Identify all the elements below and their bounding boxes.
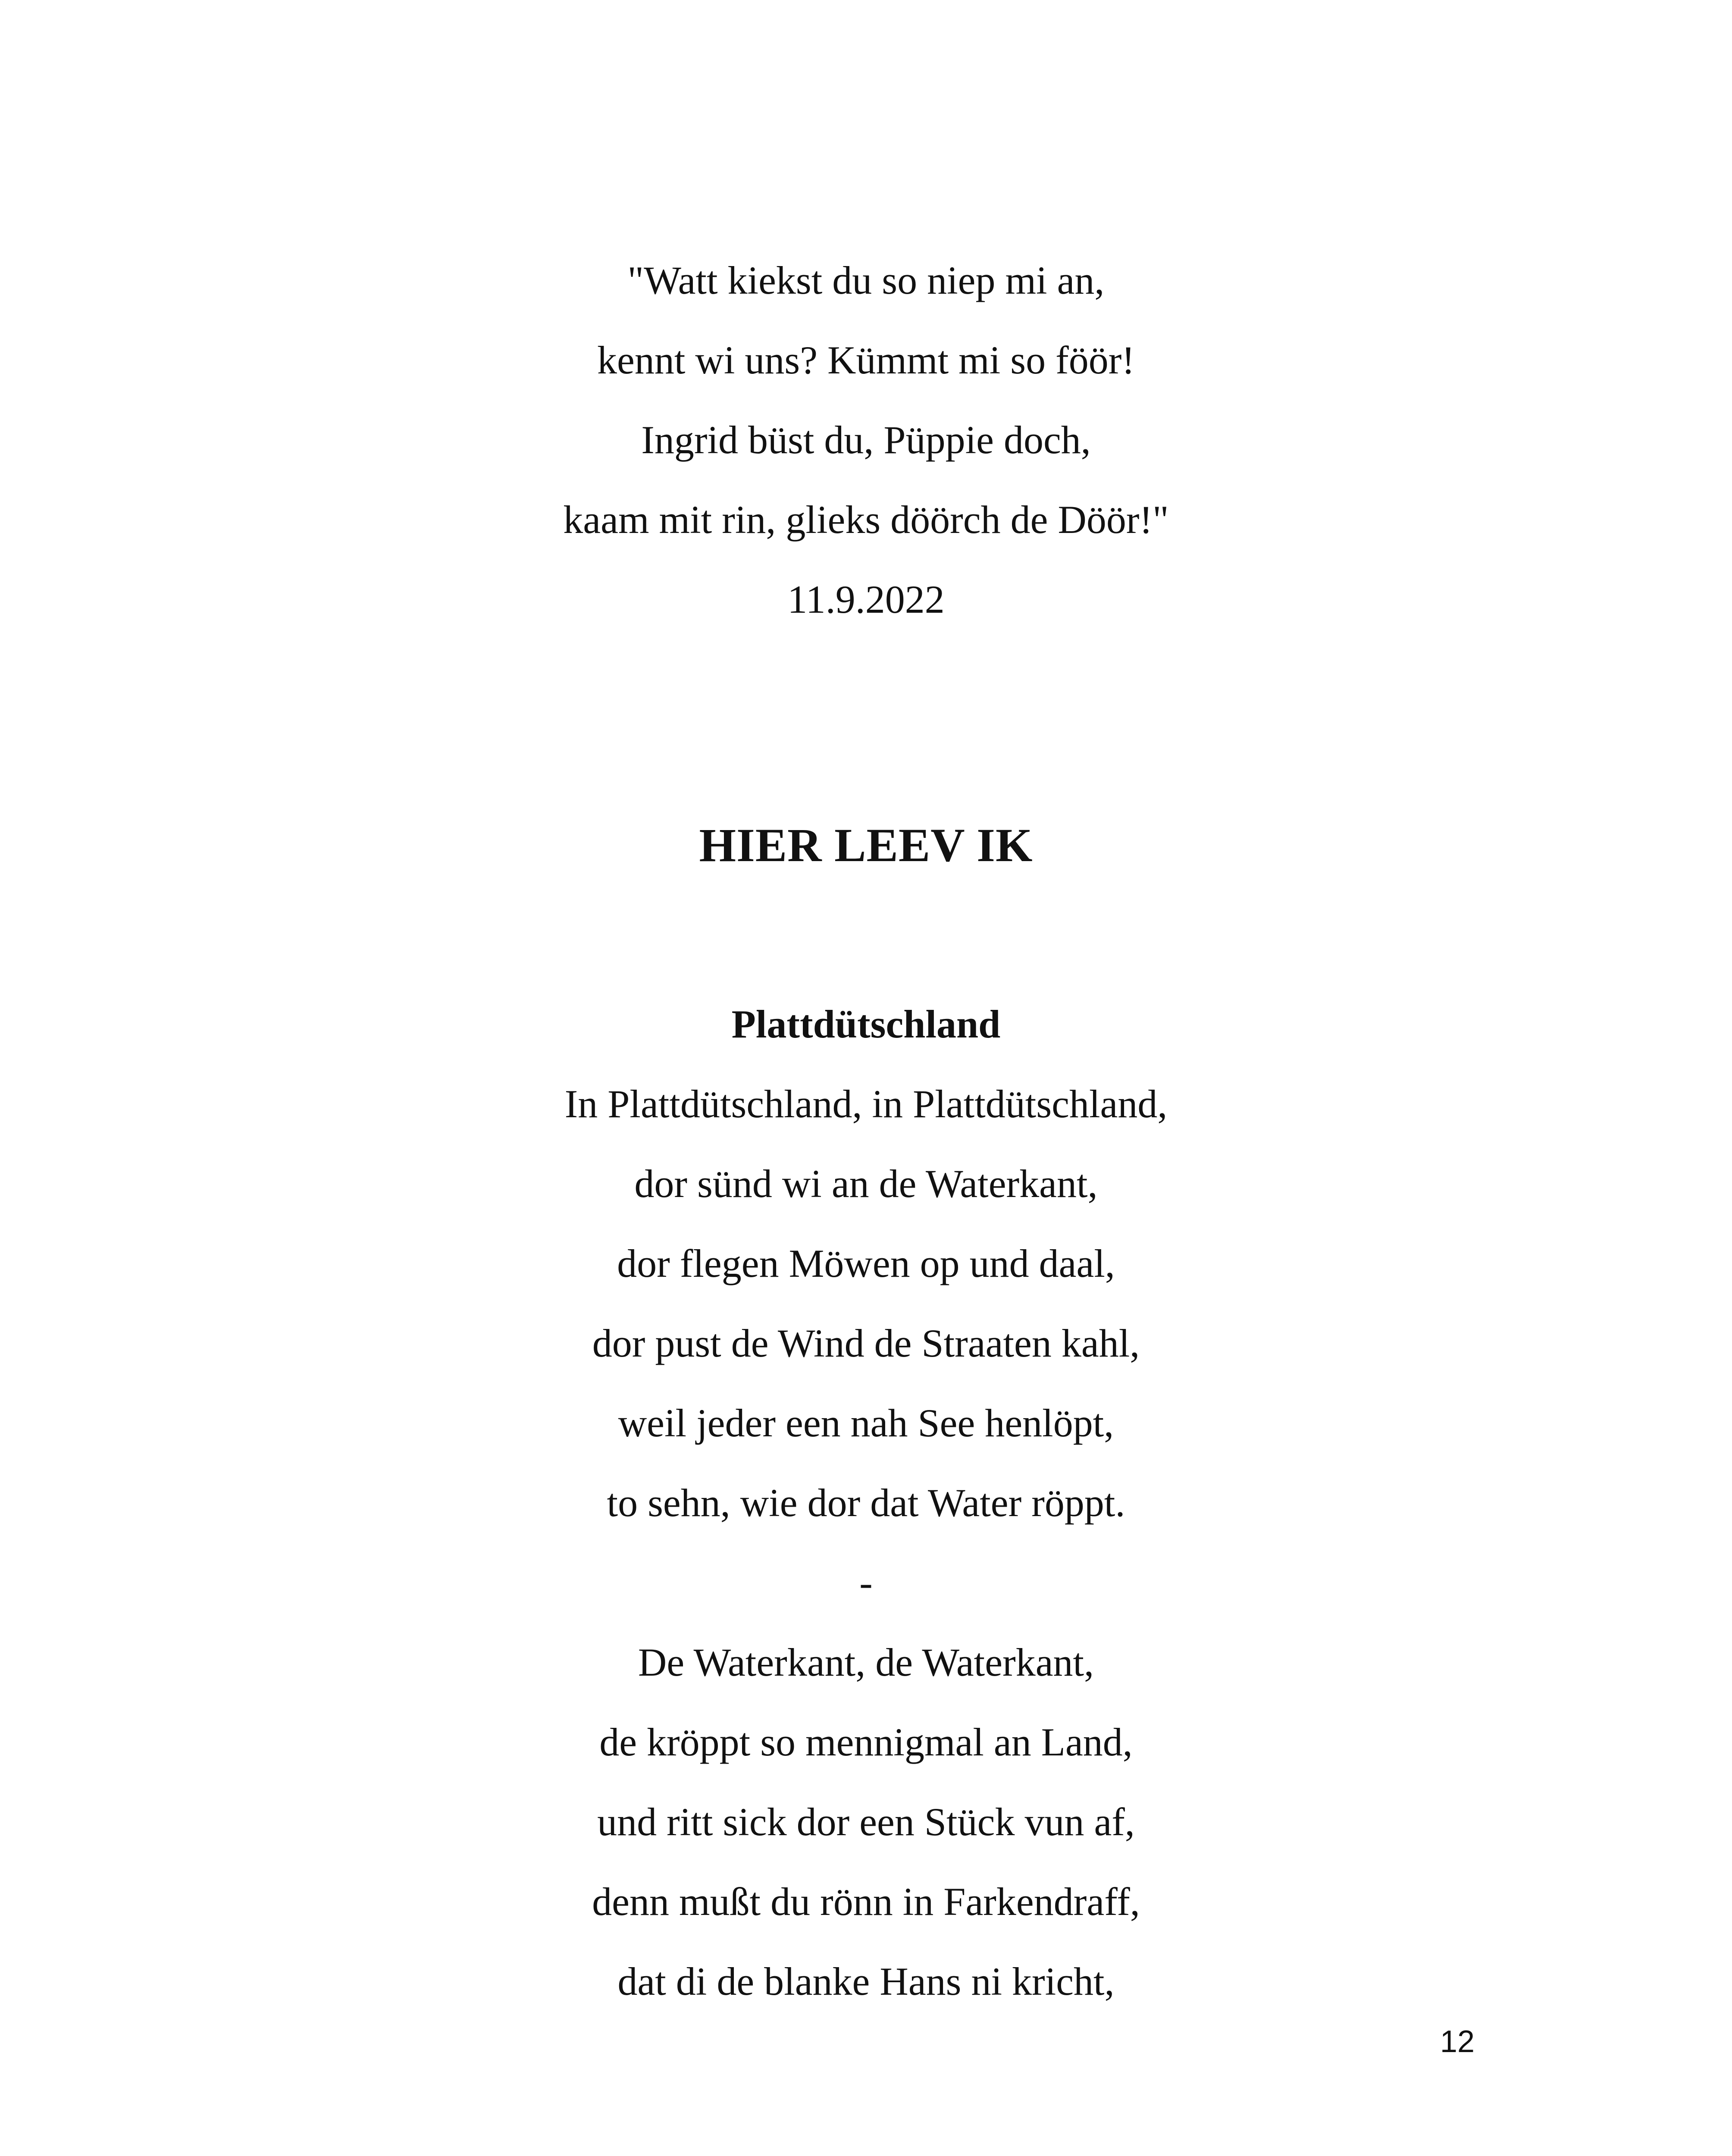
verse-line: In Plattdütschland, in Plattdütschland, bbox=[564, 1082, 1168, 1126]
verse-line: dor pust de Wind de Straaten kahl, bbox=[592, 1321, 1140, 1365]
poem-title: Plattdütschland bbox=[731, 1002, 1001, 1046]
verse-line: denn mußt du rönn in Farkendraff, bbox=[592, 1880, 1140, 1924]
verse-line: Ingrid büst du, Püppie doch, bbox=[641, 418, 1091, 462]
verse-line: De Waterkant, de Waterkant, bbox=[638, 1640, 1094, 1684]
verse-line: kaam mit rin, glieks döörch de Döör!" bbox=[563, 498, 1169, 542]
verse-line: to sehn, wie dor dat Water röppt. bbox=[607, 1481, 1125, 1525]
verse-line: dat di de blanke Hans ni kricht, bbox=[617, 1959, 1115, 2003]
verse-line: dor sünd wi an de Waterkant, bbox=[634, 1162, 1098, 1206]
verse-line: weil jeder een nah See henlöpt, bbox=[618, 1401, 1114, 1445]
verse-line: und ritt sick dor een Stück vun af, bbox=[597, 1800, 1135, 1844]
verse-line: de kröppt so mennigmal an Land, bbox=[599, 1720, 1133, 1764]
verse-line: "Watt kiekst du so niep mi an, bbox=[627, 258, 1105, 302]
poem-date: 11.9.2022 bbox=[787, 577, 945, 621]
verse-line: dor flegen Möwen op und daal, bbox=[617, 1241, 1115, 1285]
stanza-separator: - bbox=[859, 1561, 873, 1604]
chapter-title: HIER LEEV IK bbox=[699, 819, 1033, 871]
page-number: 12 bbox=[1440, 2024, 1475, 2059]
verse-line: kennt wi uns? Kümmt mi so föör! bbox=[597, 338, 1135, 382]
